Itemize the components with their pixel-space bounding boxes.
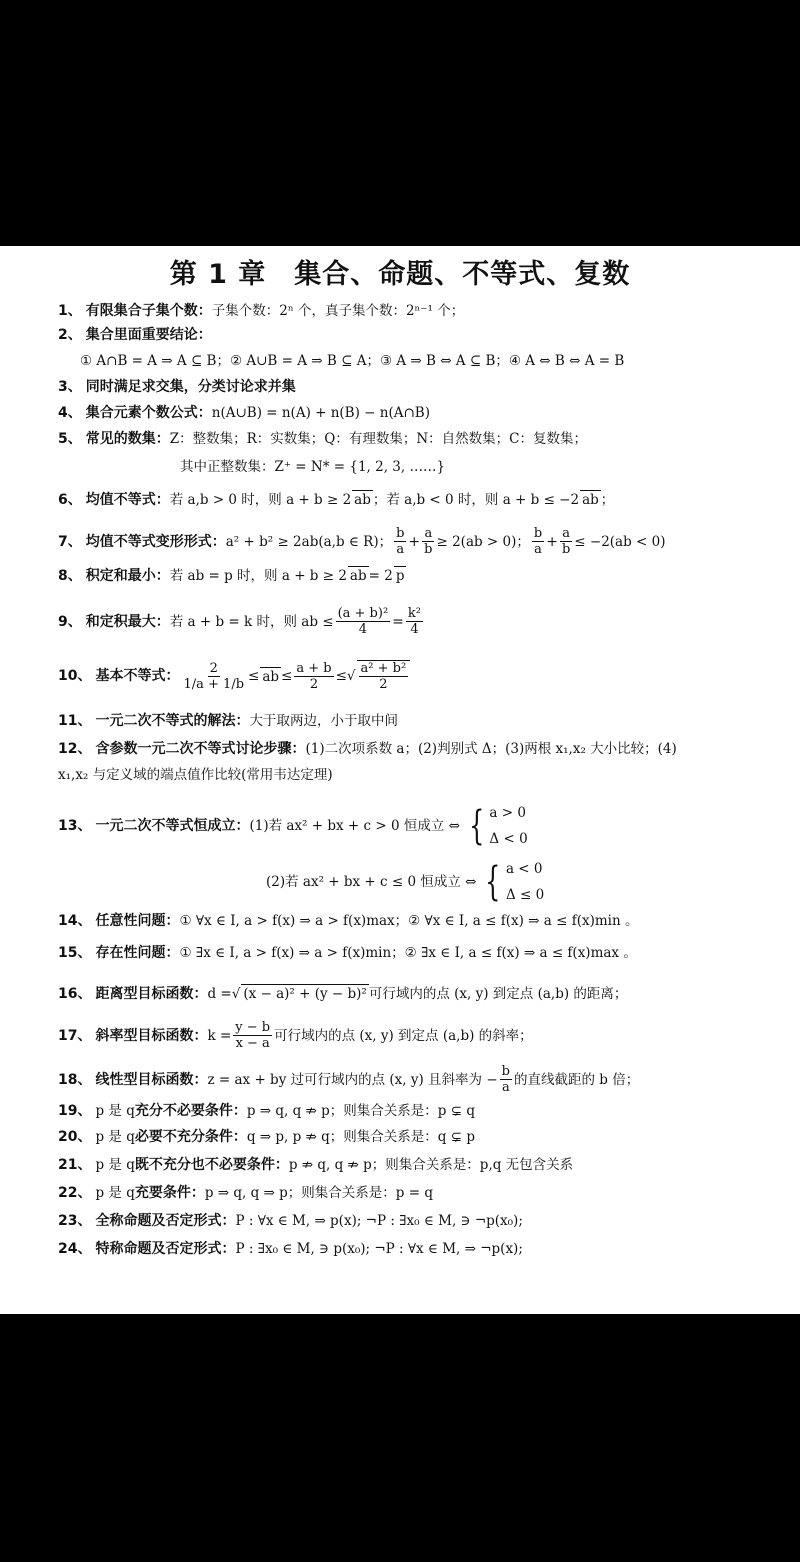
denominator: 2 xyxy=(309,676,319,692)
item-text: P : ∃x₀ ∈ M, ∋ p(x₀); ¬P : ∀x ∈ M, ⇒ ¬p(x); xyxy=(235,1241,523,1257)
item-3 xyxy=(58,378,296,396)
item-5 xyxy=(58,430,587,448)
item-15 xyxy=(58,944,637,962)
item-number: 24、 xyxy=(58,1241,92,1257)
item-number: 8、 xyxy=(58,567,82,584)
item-number: 7、 xyxy=(58,533,82,550)
denominator: 4 xyxy=(410,622,419,637)
item-label: 充分不必要条件： xyxy=(134,1103,247,1119)
item-number: 17、 xyxy=(58,1027,92,1044)
item-number: 19、 xyxy=(58,1103,92,1119)
condition-brace: { a > 0 Δ < 0 xyxy=(464,800,528,852)
item-label: 均值不等式： xyxy=(85,491,170,508)
item-number: 6、 xyxy=(58,491,82,508)
item-14 xyxy=(58,912,638,930)
item-text: 若 ab = p 时，则 a + b ≥ 2 xyxy=(169,567,347,584)
condition-brace: { a < 0 Δ ≤ 0 xyxy=(480,856,544,908)
item-label: 一元二次不等式恒成立： xyxy=(95,818,250,834)
numerator: b xyxy=(533,526,543,541)
item-label: 有限集合子集个数： xyxy=(85,303,212,319)
item-4 xyxy=(58,404,430,422)
item-11 xyxy=(58,712,398,730)
item-number: 9、 xyxy=(58,613,82,630)
item-label: 常见的数集： xyxy=(85,431,170,447)
item-label: 同时满足求交集，分类讨论求并集 xyxy=(85,379,296,395)
page-title: 第 1 章 集合、命题、不等式、复数 xyxy=(169,259,631,290)
item-21 xyxy=(58,1156,573,1174)
fraction xyxy=(394,526,406,557)
item-6 xyxy=(58,490,614,509)
item-text: Z：整数集；R：实数集；Q：有理数集；N：自然数集；C：复数集； xyxy=(169,431,588,447)
item-text: 的直线截距的 b 倍； xyxy=(513,1071,640,1088)
item-16: 16、 距离型目标函数： d = √ (x − a)² + (y − b)² 可行域内的点 (x, y) 到定点 (a,b) 的距离； xyxy=(58,985,628,1002)
item-text: z = ax + by 过可行域内的点 (x, y) 且斜率为 − xyxy=(207,1071,498,1088)
item-number: 18、 xyxy=(58,1071,92,1088)
fraction xyxy=(336,606,391,637)
fraction xyxy=(233,1020,272,1051)
denominator: b xyxy=(561,542,571,557)
denominator: a xyxy=(396,542,405,557)
condition: Δ < 0 xyxy=(489,831,528,847)
sqrt-term: ab xyxy=(349,568,367,584)
item-number: 5、 xyxy=(58,431,82,447)
item-number: 15、 xyxy=(58,945,92,961)
item-2-text xyxy=(80,352,624,370)
fraction xyxy=(500,1064,512,1095)
item-label: 均值不等式变形形式： xyxy=(85,533,226,550)
item-label: 集合元素个数公式： xyxy=(85,405,212,421)
item-17 xyxy=(58,1020,533,1051)
item-18 xyxy=(58,1064,639,1095)
item-text: (1)二次项系数 a；(2)判别式 Δ；(3)两根 x₁,x₂ 大小比较；(4) xyxy=(305,741,677,757)
item-text: 若 a,b > 0 时，则 a + b ≥ 2 xyxy=(169,491,352,508)
item-text: P : ∀x ∈ M, ⇒ p(x); ¬P : ∃x₀ ∈ M, ∋ ¬p(x₀); xyxy=(235,1213,523,1229)
numerator: k² xyxy=(407,606,421,621)
item-label: 和定积最大： xyxy=(85,613,170,630)
item-10: 10、 基本不等式： $\frac{2}{1/a + 1/b}$ ≤ ab ≤ $\frac{a + b}{2}$ ≤√ $\frac{\text{a² + b²}}{2}$ xyxy=(58,660,412,692)
fraction xyxy=(181,661,246,692)
item-text: ① ∃x ∈ I, a > f(x) ⇒ a > f(x)min；② ∃x ∈ I, a ≤ f(x) ⇒ a ≤ f(x)max 。 xyxy=(179,945,637,961)
fraction xyxy=(357,660,411,692)
item-number: 4、 xyxy=(58,405,82,421)
item-text: p 是 q xyxy=(95,1129,135,1145)
sqrt-term: ab xyxy=(582,492,599,508)
denominator: 1/a + 1/b xyxy=(183,676,245,692)
item-12-text-b xyxy=(58,766,333,784)
item-9: 9、 和定积最大： 若 a + b = k 时，则 ab ≤ $\frac{\text{(a + b)²}}{4}$ = $\frac{\text{k²}}{4}$ xyxy=(58,606,421,637)
item-1 xyxy=(58,302,464,320)
item-8 xyxy=(58,566,406,585)
item-label: 集合里面重要结论： xyxy=(85,327,212,343)
item-number: 11、 xyxy=(58,713,92,729)
sqrt-term: ab xyxy=(262,668,280,685)
fraction xyxy=(406,606,423,637)
item-text: a² + b² ≥ 2ab(a,b ∈ R)； xyxy=(225,533,393,550)
item-text: k = xyxy=(207,1027,232,1044)
numerator: b xyxy=(396,526,405,541)
item-number: 3、 xyxy=(58,379,82,395)
item-12 xyxy=(58,740,677,758)
item-text: n(A∪B) = n(A) + n(B) − n(A∩B) xyxy=(211,405,430,421)
numerator: a xyxy=(562,526,570,541)
item-number: 23、 xyxy=(58,1213,92,1229)
item-text: ；若 a,b < 0 时，则 a + b ≤ −2 xyxy=(372,491,580,508)
item-text: p 是 q xyxy=(95,1185,135,1201)
item-text: ≤ −2(ab < 0) xyxy=(574,533,666,550)
item-text: p ⇒ q, q ⇒ p；则集合关系是：p = q xyxy=(204,1185,433,1201)
item-text: 子集个数：2ⁿ 个，真子集个数：2ⁿ⁻¹ 个； xyxy=(211,303,465,319)
item-label: 线性型目标函数： xyxy=(95,1071,208,1088)
numerator: 2 xyxy=(209,660,218,676)
item-number: 22、 xyxy=(58,1185,92,1201)
numerator: y − b xyxy=(235,1020,271,1035)
numerator: a + b xyxy=(296,660,332,676)
item-label: 存在性问题： xyxy=(95,945,180,961)
denominator: a xyxy=(501,1080,510,1095)
denominator: a xyxy=(534,542,542,557)
item-text: p 是 q xyxy=(95,1103,135,1119)
denominator: b xyxy=(424,542,433,557)
item-text: p ⇏ q, q ⇏ p；则集合关系是：p,q 无包含关系 xyxy=(288,1157,574,1173)
item-19 xyxy=(58,1102,475,1120)
item-label: 距离型目标函数： xyxy=(95,985,208,1002)
item-text: q ⇒ p, p ⇏ q；则集合关系是：q ⊊ p xyxy=(246,1129,475,1145)
fraction xyxy=(560,526,572,557)
item-text: 若 a + b = k 时，则 ab ≤ xyxy=(169,613,334,630)
item-label: 充要条件： xyxy=(134,1185,205,1201)
item-label: 斜率型目标函数： xyxy=(95,1027,208,1044)
item-text: 可行域内的点 (x, y) 到定点 (a,b) 的距离； xyxy=(368,985,628,1002)
condition: a > 0 xyxy=(489,805,526,821)
condition: a < 0 xyxy=(505,861,543,877)
item-5-text-b xyxy=(180,458,445,476)
item-label: 含参数一元二次不等式讨论步骤： xyxy=(95,741,306,757)
item-20 xyxy=(58,1128,475,1146)
item-text: d = xyxy=(207,985,232,1002)
document-page xyxy=(0,246,800,1314)
item-label: 既不充分也不必要条件： xyxy=(134,1157,289,1173)
item-text: ； xyxy=(600,491,615,508)
item-label: 全称命题及否定形式： xyxy=(95,1213,236,1229)
item-13 xyxy=(58,800,528,852)
fraction xyxy=(532,526,544,557)
sqrt-term: p xyxy=(395,568,405,584)
numerator: b xyxy=(501,1064,510,1079)
item-label: 积定和最小： xyxy=(85,567,170,584)
item-text: p ⇒ q, q ⇏ p；则集合关系是：p ⊊ q xyxy=(246,1103,475,1119)
denominator: 2 xyxy=(379,677,388,692)
item-text: 可行域内的点 (x, y) 到定点 (a,b) 的斜率； xyxy=(274,1027,533,1044)
item-label: 基本不等式： xyxy=(95,668,180,684)
item-text: (1)若 ax² + bx + c > 0 恒成立 ⇔ xyxy=(249,818,460,834)
item-number: 10、 xyxy=(58,668,92,684)
item-22 xyxy=(58,1184,433,1202)
item-label: 特称命题及否定形式： xyxy=(95,1241,236,1257)
fraction xyxy=(294,661,333,692)
numerator: (a + b)² xyxy=(337,606,389,621)
item-13-b xyxy=(266,856,544,908)
item-text: p 是 q xyxy=(95,1157,135,1173)
item-24 xyxy=(58,1240,523,1258)
denominator: x − a xyxy=(235,1036,270,1051)
sqrt-term: (x − a)² + (y − b)² xyxy=(243,986,367,1002)
item-number: 13、 xyxy=(58,818,92,834)
fraction xyxy=(422,526,434,557)
item-text: x₁,x₂ 与定义域的端点值作比较(常用韦达定理) xyxy=(58,767,333,783)
item-label: 一元二次不等式的解法： xyxy=(95,713,250,729)
condition: Δ ≤ 0 xyxy=(505,887,545,903)
numerator: a² + b² xyxy=(360,661,407,676)
item-2 xyxy=(58,326,212,344)
item-number: 20、 xyxy=(58,1129,92,1145)
item-number: 2、 xyxy=(58,327,82,343)
item-text: (2)若 ax² + bx + c ≤ 0 恒成立 ⇔ xyxy=(266,874,477,890)
denominator: 4 xyxy=(358,622,368,637)
item-label: 必要不充分条件： xyxy=(134,1129,247,1145)
item-text: ≥ 2(ab > 0)； xyxy=(436,533,530,550)
item-number: 1、 xyxy=(58,303,82,319)
item-23 xyxy=(58,1212,523,1230)
item-number: 21、 xyxy=(58,1157,92,1173)
item-text: ① ∀x ∈ I, a > f(x) ⇒ a > f(x)max；② ∀x ∈ I, a ≤ f(x) ⇒ a ≤ f(x)min 。 xyxy=(179,913,639,929)
item-7: 7、 均值不等式变形形式： a² + b² ≥ 2ab(a,b ∈ R)； $\frac{b}{a}$ + $\frac{a}{b}$ ≥ 2(ab > 0)； $\frac{b}{a}$ + $\frac{a}{b}$ ≤ −2(ab < 0) xyxy=(58,526,666,557)
item-number: 12、 xyxy=(58,741,92,757)
item-label: 任意性问题： xyxy=(95,913,180,929)
numerator: a xyxy=(424,526,433,541)
item-text: ① A∩B = A ⇒ A ⊆ B；② A∪B = A ⇒ B ⊆ A；③ A ⇒ B ⇔ A ⊆ B；④ A ⇔ B ⇔ A = B xyxy=(80,353,625,369)
item-text: 大于取两边，小于取中间 xyxy=(249,713,398,729)
item-number: 14、 xyxy=(58,913,92,929)
item-text: 其中正整数集：Z⁺ = N* = {1, 2, 3, ……} xyxy=(180,459,446,475)
item-number: 16、 xyxy=(58,985,92,1002)
sqrt-term: ab xyxy=(354,492,371,508)
item-text: = 2 xyxy=(368,567,393,584)
